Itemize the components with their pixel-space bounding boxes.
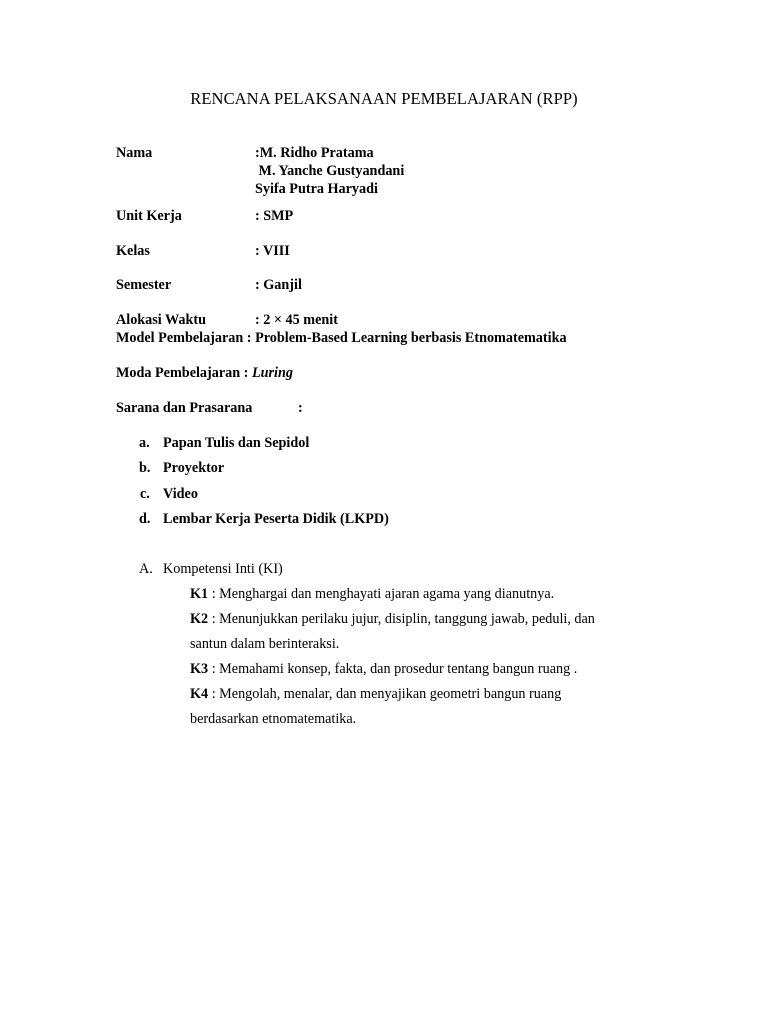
sarana-item-marker: c. xyxy=(140,486,150,502)
sarana-item: Video xyxy=(163,486,198,502)
sarana-item: Lembar Kerja Peserta Didik (LKPD) xyxy=(163,511,389,527)
sarana-colon: : xyxy=(298,400,303,416)
alokasi-waktu-value: : 2 × 45 menit xyxy=(255,312,338,328)
ki-k1-text: : Menghargai dan menghayati ajaran agama yang dianutnya. xyxy=(208,586,555,602)
ki-k1-code: K1 xyxy=(190,586,209,602)
nama-value-line-1: :M. Ridho Pratama xyxy=(255,145,374,161)
ki-k3-text: : Memahami konsep, fakta, dan prosedur tentang bangun ruang . xyxy=(208,661,578,677)
moda-pembelajaran-value: Luring xyxy=(251,365,293,381)
sarana-item-marker: b. xyxy=(139,460,151,476)
ki-k2-code: K2 xyxy=(190,611,209,627)
ki-k3-code: K3 xyxy=(190,661,209,677)
section-a-heading: Kompetensi Inti (KI) xyxy=(163,561,283,577)
semester-label: Semester xyxy=(116,277,172,293)
moda-pembelajaran-label: Moda Pembelajaran : xyxy=(116,365,252,381)
ki-k4 xyxy=(190,686,561,703)
ki-k4-text: : Mengolah, menalar, dan menyajikan geometri bangun ruang xyxy=(208,686,562,702)
nama-value-line-3: Syifa Putra Haryadi xyxy=(255,181,378,197)
ki-k2-continuation: santun dalam berinteraksi. xyxy=(190,636,340,652)
section-a-marker: A. xyxy=(139,561,153,577)
ki-k2-text: : Menunjukkan perilaku jujur, disiplin, tanggung jawab, peduli, dan xyxy=(208,611,595,627)
ki-k4-code: K4 xyxy=(190,686,209,702)
sarana-item: Papan Tulis dan Sepidol xyxy=(163,435,310,451)
sarana-label: Sarana dan Prasarana xyxy=(116,400,253,416)
kelas-label: Kelas xyxy=(116,243,150,259)
ki-k3 xyxy=(190,661,577,678)
semester-value: : Ganjil xyxy=(255,277,302,293)
sarana-item: Proyektor xyxy=(163,460,225,476)
nama-label: Nama xyxy=(116,145,153,161)
document-title: RENCANA PELAKSANAAN PEMBELAJARAN (RPP) xyxy=(190,89,578,108)
unit-kerja-value: : SMP xyxy=(255,208,294,224)
ki-k2 xyxy=(190,611,595,628)
moda-pembelajaran-line xyxy=(116,365,293,382)
model-pembelajaran-line: Model Pembelajaran : Problem-Based Learning berbasis Etnomatematika xyxy=(116,330,567,346)
nama-value-line-2: M. Yanche Gustyandani xyxy=(255,163,405,179)
kelas-value: : VIII xyxy=(255,243,290,259)
sarana-item-marker: d. xyxy=(139,511,151,527)
ki-k1 xyxy=(190,586,554,603)
ki-k4-continuation: berdasarkan etnomatematika. xyxy=(190,711,357,727)
alokasi-waktu-label: Alokasi Waktu xyxy=(116,312,207,328)
unit-kerja-label: Unit Kerja xyxy=(116,208,182,224)
sarana-item-marker: a. xyxy=(139,435,150,451)
